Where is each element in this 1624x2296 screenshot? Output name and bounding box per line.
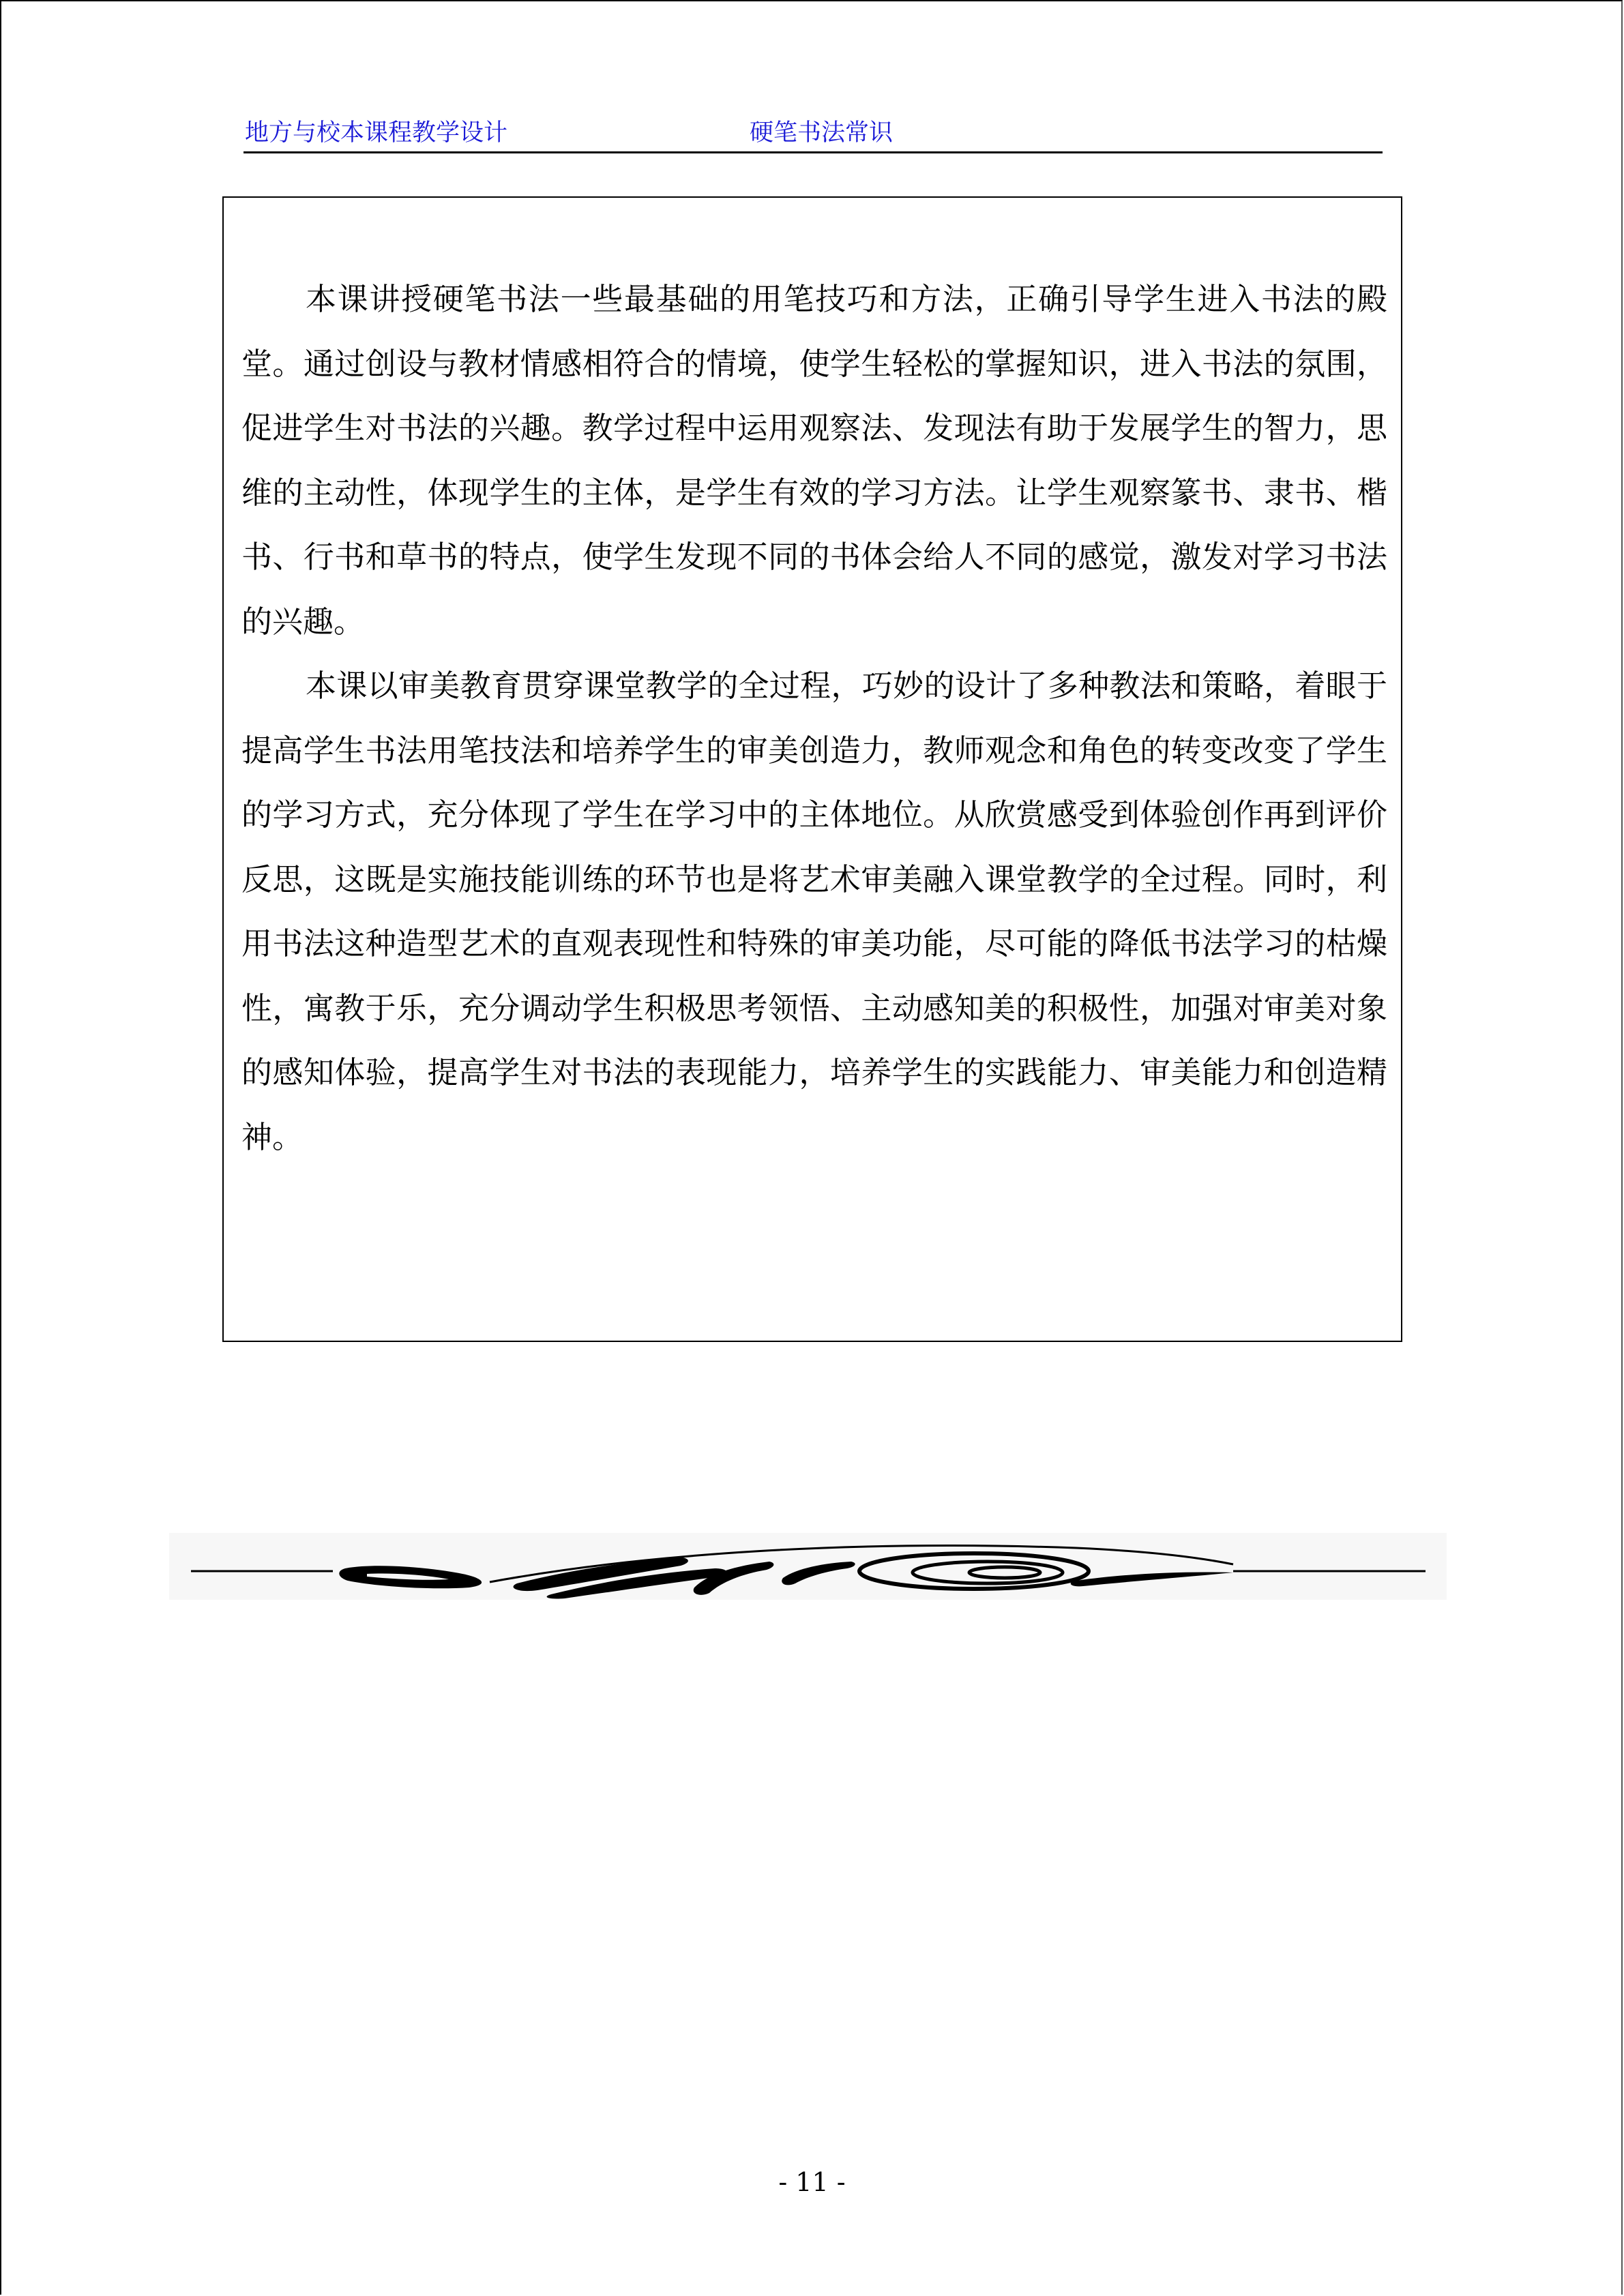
header-lesson-title: 硬笔书法常识 <box>750 119 894 147</box>
content-box <box>222 196 1402 1342</box>
decorative-flourish-icon <box>169 1533 1447 1600</box>
page-number: - 11 - <box>778 2167 846 2197</box>
paragraph-2: 本课以审美教育贯穿课堂教学的全过程，巧妙的设计了多种教法和策略，着眼于提高学生书法用笔技法和培养学生的审美创造力，教师观念和角色的转变改变了学生的学习方式，充分体现了学生在学习中的主体地位。从欣赏感受到体验创作再到评价反思，这既是实施技能训练的环节也是将艺术审美融入课堂教学的全过程。同时，利用书法这种造型艺术的直观表现性和特殊的审美功能，尽可能的降低书法学习的枯燥性，寓教于乐，充分调动学生积极思考领悟、主动感知美的积极性，加强对审美对象的感知体验，提高学生对书法的表现能力，培养学生的实践能力、审美能力和创造精神。 <box>241 668 1387 1155</box>
running-header <box>243 116 1383 153</box>
paragraph-1: 本课讲授硬笔书法一些最基础的用笔技巧和方法，正确引导学生进入书法的殿堂。通过创设与教材情感相符合的情境，使学生轻松的掌握知识，进入书法的氛围，促进学生对书法的兴趣。教学过程中运用观察法、发现法有助于发展学生的智力，思维的主动性，体现学生的主体，是学生有效的学习方法。让学生观察篆书、隶书、楷书、行书和草书的特点，使学生发现不同的书体会给人不同的感觉，激发对学习书法的兴趣。 <box>241 281 1387 640</box>
header-course-title: 地方与校本课程教学设计 <box>245 119 508 147</box>
body-text <box>241 267 1387 1169</box>
